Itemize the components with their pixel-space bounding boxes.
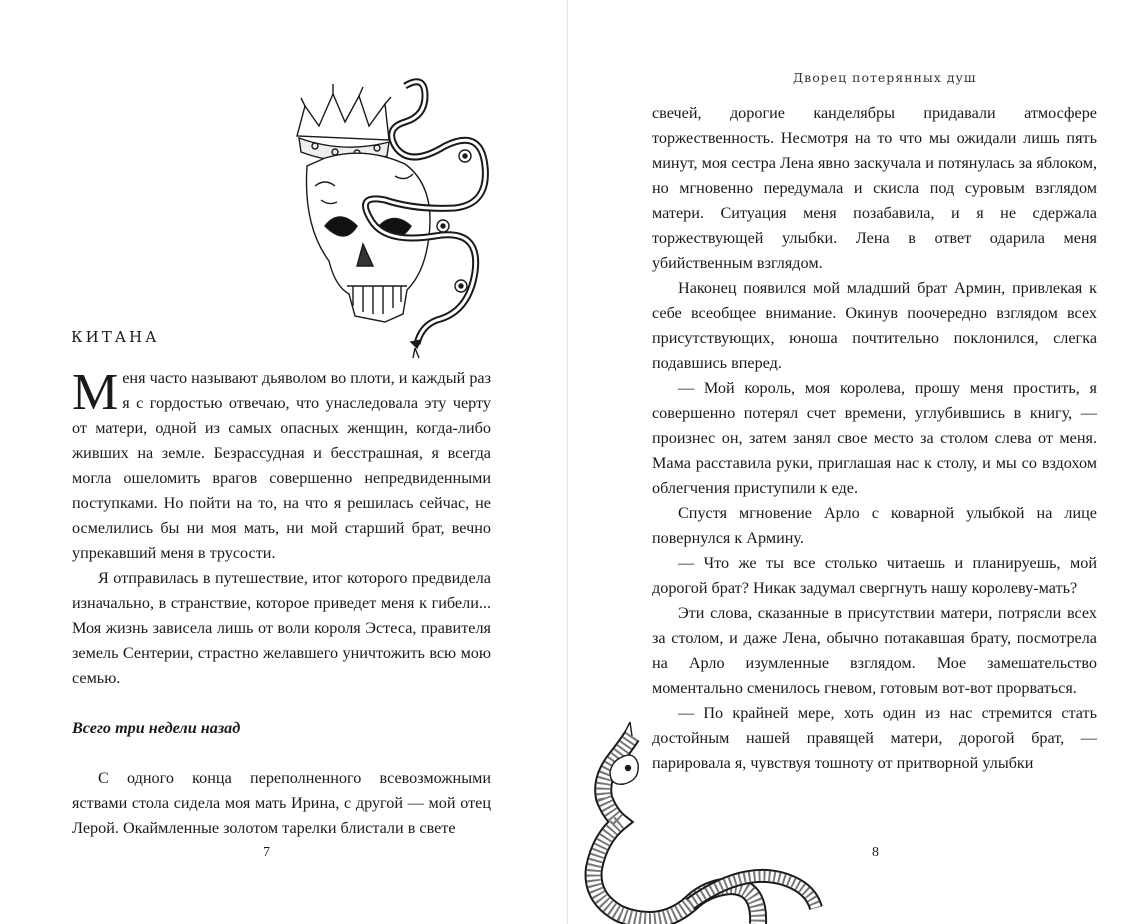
paragraph-text: еня часто называют дьяволом во плоти, и каждый раз я с гордостью отвечаю, что унаследовала эту черту от матери, одной из самых опасных женщин, когда-либо живших на земле. Безрассудная и бесстрашная, я всегда могла ошеломить врагов совершенно непредвиденными поступками. Но пойти на то, на что я решилась сейчас, не осмелились бы ни моя мать, ни мой старший брат, вечно упрекавший меня в трусости. [72, 369, 491, 562]
paragraph: — По крайней мере, хоть один из нас стремится стать достойным нашей правящей матери, дорогой брат, — парировала я, чувствуя тошноту от притворной улыбки [652, 704, 1097, 772]
drop-cap: М [72, 364, 119, 421]
page-gutter [567, 0, 568, 924]
page-number: 7 [263, 845, 270, 860]
paragraph: С одного конца переполненного всевозможными яствами стола сидела моя мать Ирина, с другой — мой отец Лерой. Окаймленные золотом тарелки блистали в свете [72, 769, 491, 837]
paragraph: — Мой король, моя королева, прошу меня простить, я совершенно потерял счет времени, углубившись в книгу, — произнес он, затем занял свое место за столом слева от меня. Мама расставила руки, приглашая нас к столу, и мы со вздохом облегчения приступили к еде. [652, 379, 1097, 497]
paragraph: Наконец появился мой младший брат Армин, привлекая к себе всеобщее внимание. Окинув поочередно взглядом всех присутствующих, юноша почтительно поклонился, слегка подавшись вперед. [652, 279, 1097, 372]
snake-icon [580, 718, 830, 924]
paragraph: Я отправилась в путешествие, итог которого предвидела изначально, в странствие, которое приведет меня к гибели... Моя жизнь зависела лишь от воли короля Эстеса, правителя земель Сентерии, страстно желавшего уничтожить всю мою семью. [72, 569, 491, 687]
running-head: Дворец потерянных душ [793, 70, 977, 85]
paragraph [72, 366, 491, 566]
paragraph: — Что же ты все столько читаешь и планируешь, мой дорогой брат? Никак задумал свергнуть нашу королеву-мать? [652, 554, 1097, 597]
right-page-text [652, 101, 1097, 776]
page-number: 8 [872, 845, 879, 860]
left-page-text [72, 366, 491, 841]
paragraph: Эти слова, сказанные в присутствии матери, потрясли всех за столом, и даже Лена, обычно потакавшая брату, посмотрела на Арло изумленные взглядом. Мое замешательство моментально сменилось гневом, готовым вот-вот прорваться. [652, 604, 1097, 697]
skull-crown-snake-icon [285, 76, 490, 361]
paragraph: свечей, дорогие канделябры придавали атмосфере торжественность. Несмотря на то что мы ожидали лишь пять минут, моя сестра Лена явно заскучала и потянулась за яблоком, но мгновенно передумала и скисла под суровым взглядом матери. Ситуация меня позабавила, и я не сдержала торжествующей улыбки. Лена в ответ одарила меня убийственным взглядом. [652, 104, 1097, 272]
chapter-name: КИТАНА [71, 328, 160, 346]
paragraph: Спустя мгновение Арло с коварной улыбкой на лице повернулся к Армину. [652, 504, 1097, 547]
section-subheading: Всего три недели назад [72, 719, 241, 737]
